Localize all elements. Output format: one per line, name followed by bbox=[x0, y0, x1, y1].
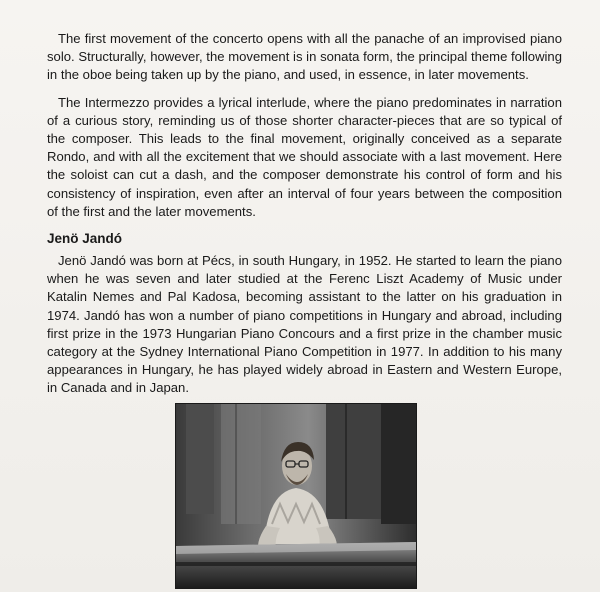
paragraph-first-movement: The first movement of the concerto opens with all the panache of an improvised piano solo. Structurally, however, the movement is in sonata form, the principal theme following in the oboe being taken up by the piano, and used, in essence, in later movements. bbox=[47, 31, 562, 83]
text-block bbox=[47, 30, 562, 407]
biography-text: Jenö Jandó was born at Pécs, in south Hungary, in 1952. He started to learn the piano when he was seven and later studied at the Ferenc Liszt Academy of Music under Katalin Nemes and Pal Kadosa, becoming assistant to the latter on his graduation in 1974. Jandó has won a number of piano competitions in Hungary and abroad, including first prize in the 1973 Hungarian Piano Concours and a first prize in the chamber music category at the Sydney International Piano Competition in 1977. In addition to his many appearances in Hungary, he has played widely abroad in Eastern and Western Europe, in Canada and in Japan. bbox=[47, 253, 562, 396]
biography-heading: Jenö Jandó bbox=[47, 231, 123, 247]
paragraph-intermezzo: The Intermezzo provides a lyrical interlude, where the piano predominates in narration of a curious story, reminding us of those shorter character-pieces that are so typical of the composer. This leads to the final movement, originally conceived as a separate Rondo, and with all the excitement that we should associate with a last movement. Here the soloist can cut a dash, and the composer demonstrate his control of form and his consistency of inspiration, even after an interval of four years between the composition of the first and the later movements. bbox=[47, 94, 562, 219]
pianist-photo bbox=[176, 404, 416, 588]
